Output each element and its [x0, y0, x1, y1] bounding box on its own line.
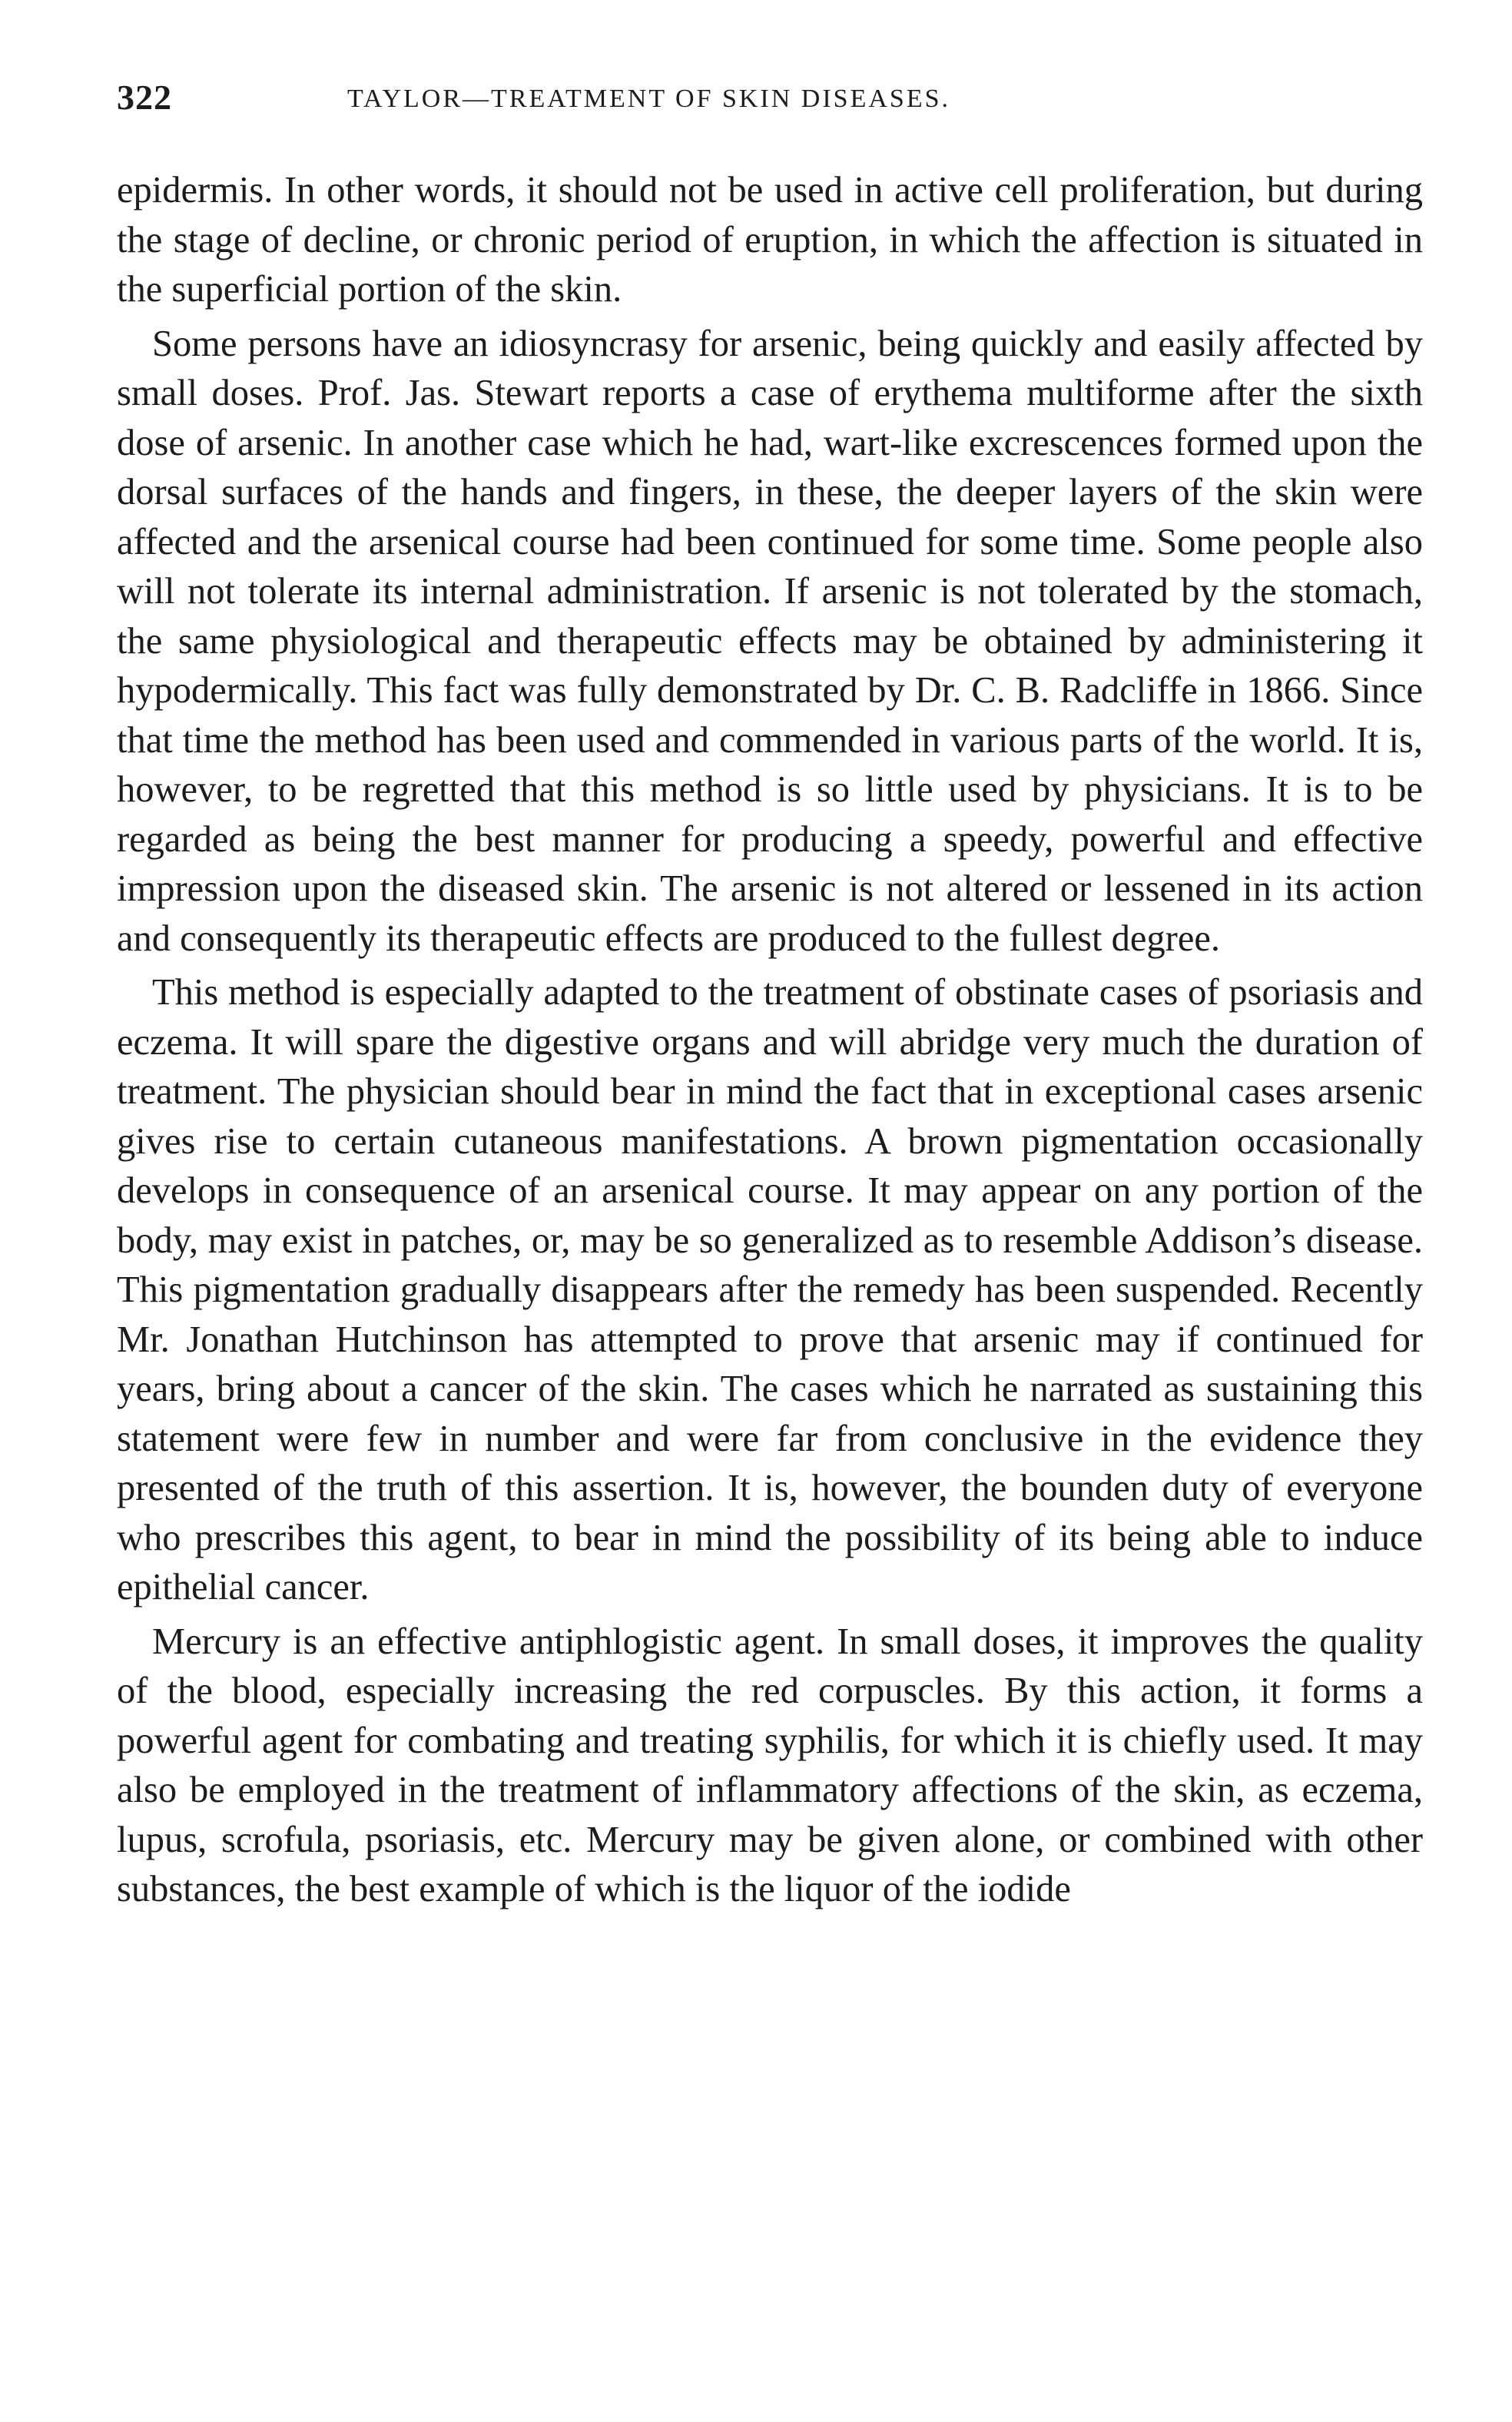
running-head-title: TAYLOR—TREATMENT OF SKIN DISEASES. — [347, 85, 951, 113]
paragraph-arsenic-idiosyncrasy: Some persons have an idiosyncrasy for arsenic, being quickly and easily affected by small doses. Prof. Jas. Stewart reports a case of erythema multiforme after the sixth dose of arsenic. In another case which he had, wart-like excrescences formed upon the dorsal surfaces of the hands and fingers, in these, the deeper layers of the skin were affected and the arsenical course had been continued for some time. Some people also will not tolerate its internal administration. If arsenic is not tolerated by the stomach, the same physiological and therapeutic effects may be obtained by administering it hypodermically. This fact was fully demonstrated by Dr. C. B. Radcliffe in 1866. Since that time the method has been used and commended in various parts of the world. It is, however, to be regretted that this method is so little used by physicians. It is to be regarded as being the best manner for producing a speedy, powerful and effective impression upon the diseased skin. The arsenic is not altered or lessened in its action and consequently its therapeutic effects are produced to the fullest degree. — [117, 323, 1423, 959]
book-page — [117, 77, 1423, 2367]
page-number: 322 — [117, 78, 172, 117]
paragraph-mercury: Mercury is an effective antiphlogistic agent. In small doses, it improves the quality of the blood, especially increasing the red corpuscles. By this action, it forms a powerful agent for combating and treating syphilis, for which it is chiefly used. It may also be employed in the treatment of inflammatory affections of the skin, as eczema, lupus, scrofula, psoriasis, etc. Mercury may be given alone, or combined with other substances, the best example of which is the liquor of the iodide — [117, 1621, 1423, 1909]
paragraph-hypodermic-method: This method is especially adapted to the treatment of obstinate cases of psoriasis and eczema. It will spare the digestive organs and will abridge very much the duration of treatment. The physician should bear in mind the fact that in exceptional cases arsenic gives rise to certain cutaneous manifestations. A brown pigmentation occasionally develops in consequence of an arsenical course. It may appear on any portion of the body, may exist in patches, or, may be so generalized as to resemble Addison’s disease. This pigmentation gradually disappears after the remedy has been suspended. Recently Mr. Jonathan Hutchinson has attempted to prove that arsenic may if continued for years, bring about a cancer of the skin. The cases which he narrated as sustaining this statement were few in number and were far from conclusive in the evidence they presented of the truth of this assertion. It is, however, the bounden duty of everyone who prescribes this agent, to bear in mind the possibility of its being able to induce epithelial cancer. — [117, 972, 1423, 1607]
running-head — [117, 77, 1423, 134]
body-text — [117, 166, 1423, 1915]
paragraph-continued: epidermis. In other words, it should not be used in active cell proliferation, but during the stage of decline, or chronic period of eruption, in which the affection is situated in the superficial portion of the skin. — [117, 170, 1423, 310]
